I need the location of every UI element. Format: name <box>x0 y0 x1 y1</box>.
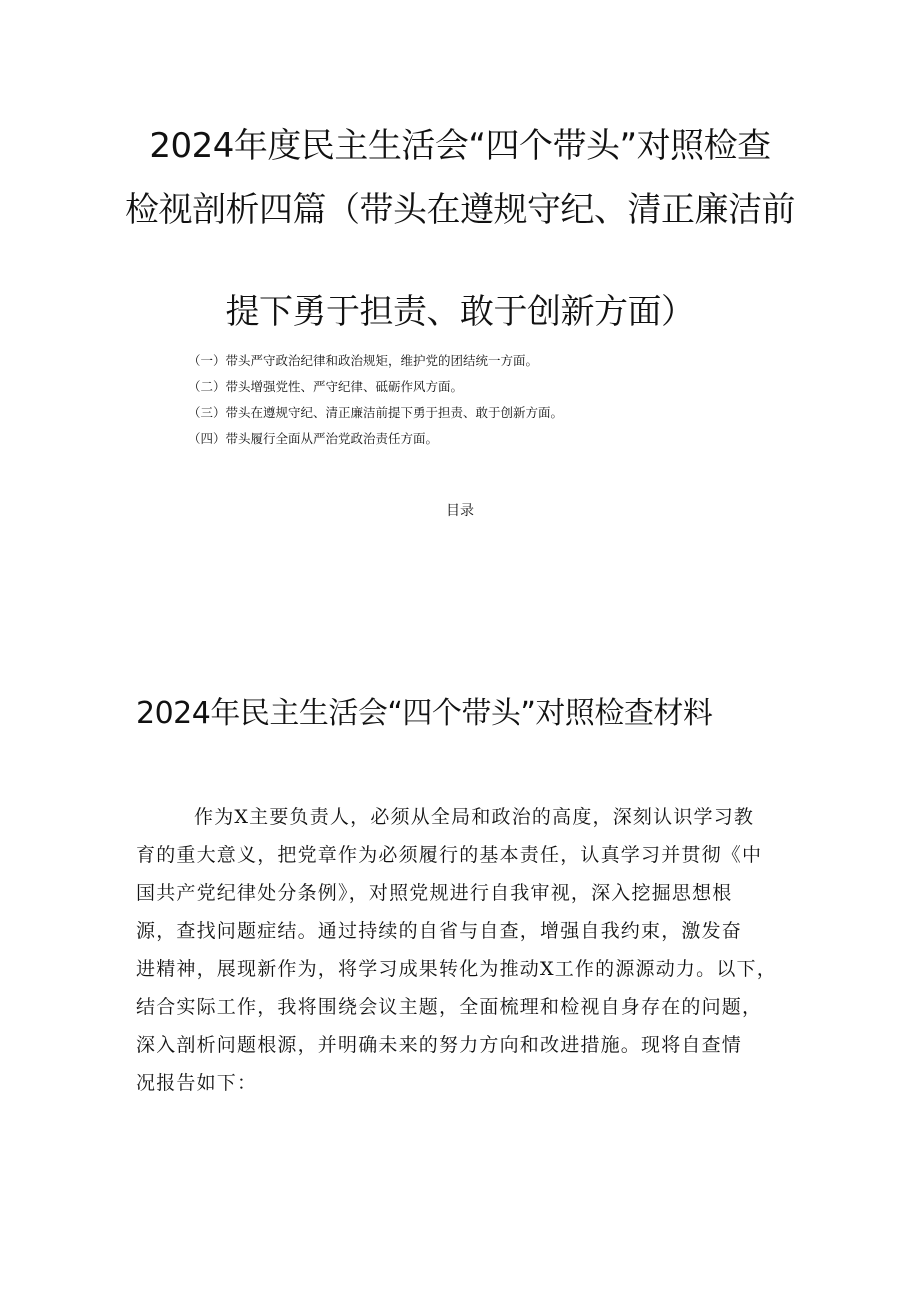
body-line: 深入剖析问题根源，并明确未来的努力方向和改进措施。现将自查情 <box>136 1034 743 1056</box>
section-title: 2024年民主生活会“四个带头”对照检查材料 <box>136 696 713 731</box>
body-line: 源，查找问题症结。通过持续的自省与自查，增强自我约束，激发奋 <box>136 920 743 942</box>
body-line: 况报告如下： <box>136 1072 258 1094</box>
toc-list <box>188 348 563 452</box>
body-line: 进精神，展现新作为，将学习成果转化为推动X工作的源源动力。以下， <box>136 958 777 980</box>
document-title-line-2: 检视剖析四篇（带头在遵规守纪、清正廉洁前 <box>125 190 795 230</box>
body-line: 结合实际工作，我将围绕会议主题，全面梳理和检视自身存在的问题， <box>136 996 763 1018</box>
body-paragraph <box>136 798 796 1102</box>
document-title-line-1: 2024年度民主生活会“四个带头”对照检查 <box>149 126 771 166</box>
toc-item: （二）带头增强党性、严守纪律、砥砺作风方面。 <box>188 379 464 394</box>
body-line: 育的重大意义，把党章作为必须履行的基本责任，认真学习并贯彻《中 <box>136 844 763 866</box>
body-line: 国共产党纪律处分条例》，对照党规进行自我审视，深入挖掘思想根 <box>136 882 733 904</box>
body-line: 作为X主要负责人，必须从全局和政治的高度，深刻认识学习教 <box>194 806 755 828</box>
toc-item: （一）带头严守政治纪律和政治规矩，维护党的团结统一方面。 <box>188 353 539 368</box>
toc-item: （四）带头履行全面从严治党政治责任方面。 <box>188 431 439 446</box>
document-title-line-3: 提下勇于担责、敢于创新方面） <box>225 292 695 332</box>
toc-item: （三）带头在遵规守纪、清正廉洁前提下勇于担责、敢于创新方面。 <box>188 405 564 420</box>
toc-heading: 目录 <box>446 503 474 519</box>
